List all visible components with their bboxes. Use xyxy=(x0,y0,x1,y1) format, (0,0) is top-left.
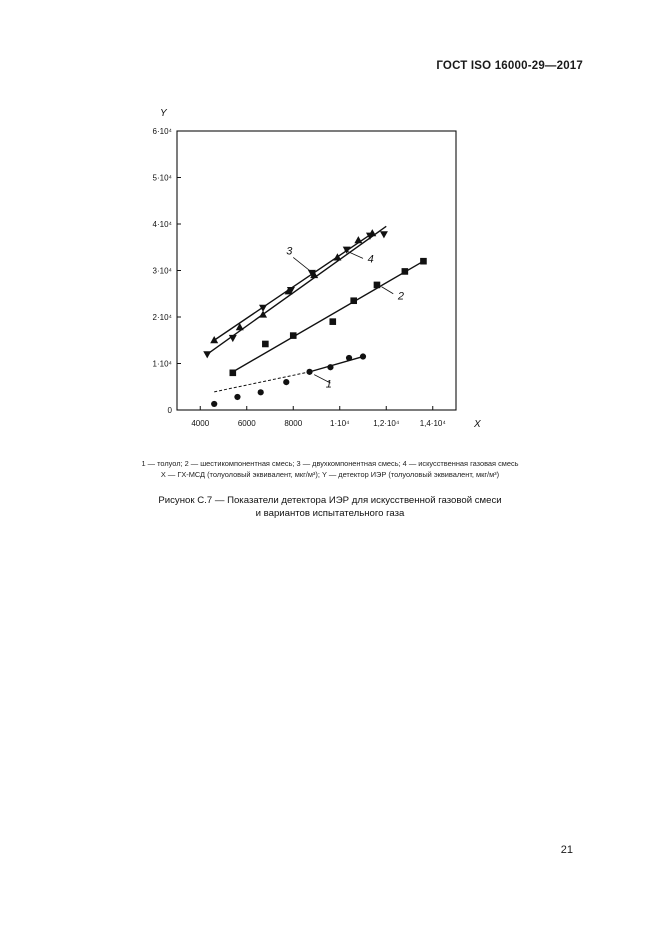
data-point-triangle-up xyxy=(354,236,362,243)
series-4-label: 4 xyxy=(367,253,374,266)
data-point-square xyxy=(262,341,269,348)
x-tick-label: 4000 xyxy=(191,419,210,428)
data-point-triangle-down xyxy=(380,231,388,238)
x-tick-label: 8000 xyxy=(284,419,303,428)
series-2-label: 2 xyxy=(397,290,404,303)
x-tick-label: 1,2·10⁴ xyxy=(373,419,400,428)
data-point-circle xyxy=(360,353,366,359)
series-1-fit-line-dashed xyxy=(214,372,309,392)
data-point-circle xyxy=(346,355,352,361)
data-point-square xyxy=(402,268,409,275)
y-tick-label: 4·10⁴ xyxy=(152,220,172,229)
data-series xyxy=(203,226,427,407)
figure-caption xyxy=(60,494,600,520)
y-tick-label: 3·10⁴ xyxy=(152,266,172,276)
data-point-circle xyxy=(258,389,264,395)
data-point-circle xyxy=(211,401,217,407)
caption-line-1: Рисунок С.7 — Показатели детектора ИЭР для искусственной газовой смеси xyxy=(158,495,502,506)
x-tick-label: 1·10⁴ xyxy=(330,419,350,428)
series-1-fit-line xyxy=(310,357,363,372)
data-point-square xyxy=(374,282,381,289)
series-3-label: 3 xyxy=(286,245,293,258)
series-1-label: 1 xyxy=(325,378,332,391)
data-point-square xyxy=(329,318,336,325)
x-tick-label: 1,4·10⁴ xyxy=(419,419,446,428)
y-tick-label: 5·10⁴ xyxy=(152,173,172,183)
y-tick-label: 6·10⁴ xyxy=(152,127,172,136)
y-axis-label: Y xyxy=(160,108,167,119)
data-point-square xyxy=(350,297,357,304)
x-tick-label: 6000 xyxy=(237,419,256,428)
data-point-circle xyxy=(306,369,312,375)
document-header: ГОСТ ISO 16000-29—2017 xyxy=(436,60,583,72)
series-2-leader-line xyxy=(382,287,394,294)
legend-line-1: 1 — толуол; 2 — шестикомпонентная смесь; 3 — двухкомпонентная смесь; 4 — искусственная газовая смесь xyxy=(141,459,519,468)
data-point-circle xyxy=(283,379,289,385)
data-point-circle xyxy=(327,364,333,370)
data-point-triangle-down xyxy=(203,351,211,358)
data-point-square xyxy=(290,332,297,339)
y-tick-label: 0 xyxy=(167,406,172,415)
y-tick-label: 2·10⁴ xyxy=(152,313,172,322)
page-number: 21 xyxy=(560,844,573,856)
data-point-circle xyxy=(234,394,240,400)
x-axis-ticks xyxy=(191,406,446,428)
figure-legend xyxy=(60,458,600,480)
x-axis-label: X xyxy=(474,419,481,430)
data-point-square xyxy=(230,370,237,377)
y-tick-label: 1·10⁴ xyxy=(152,359,172,369)
data-point-square xyxy=(420,258,427,265)
data-point-triangle-up xyxy=(210,336,218,343)
legend-line-2: X — ГХ-МСД (толуоловый эквивалент, мкг/м³); Y — детектор ИЭР (толуоловый эквивалент, мкг/м³) xyxy=(160,470,500,479)
caption-line-2: и вариантов испытательного газа xyxy=(255,508,405,519)
